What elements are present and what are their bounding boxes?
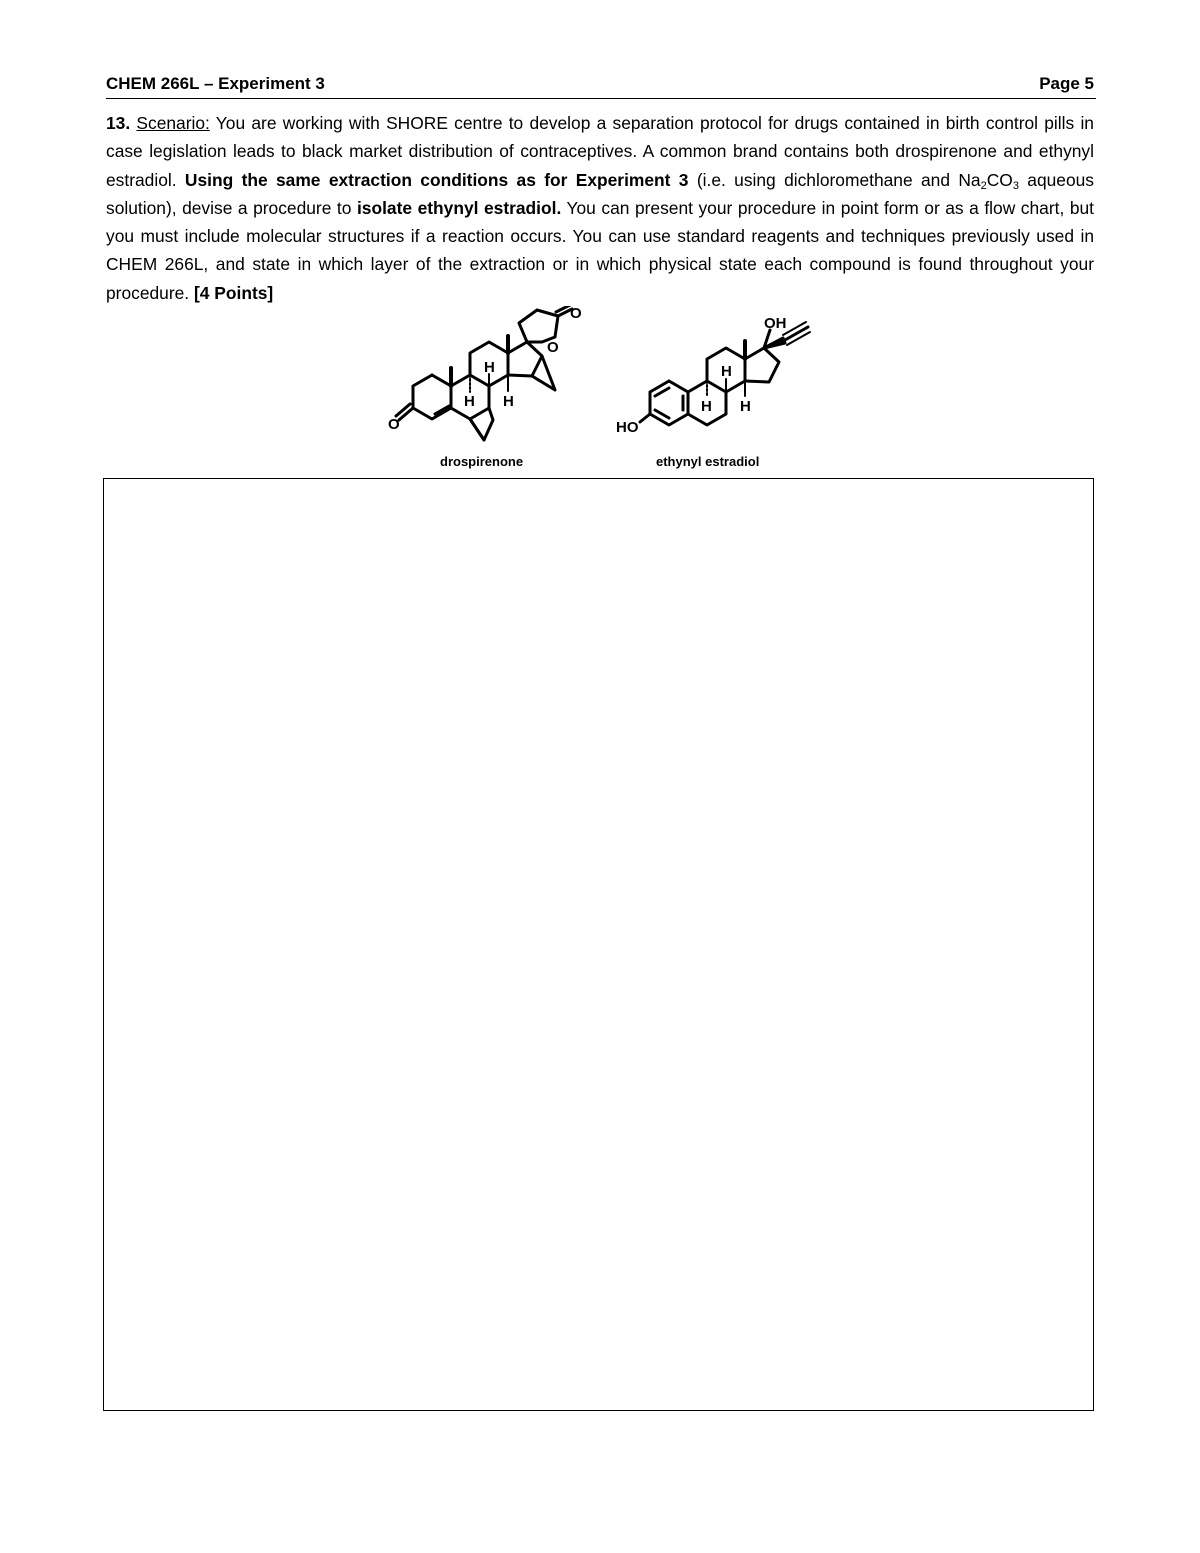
question-text-5: You can present your procedure in point form or as a flow chart, but you must include molecular structures if a reaction occurs. You can use standard reagents and techniques previously used in CHEM 266L, and state in which layer of the extraction or in which physical state each compound is found throughout your procedure. [106,197,1094,303]
drospirenone-ketone-o: O [388,416,400,433]
subscript-3: 3 [1012,179,1019,192]
page-number: Page 5 [1039,74,1094,93]
course-title: CHEM 266L – Experiment 3 [106,74,325,93]
page-header [106,72,1096,99]
drospirenone-h-1: H [484,359,495,376]
question-text-3: CO [986,169,1013,190]
question-text-1: You are working with SHORE centre to develop a separation protocol for drugs contained in birth control pills in case legislation leads to black market distribution of contraceptives. A common brand contains both drospirenone and ethynyl estradiol. [106,113,1094,190]
answer-box[interactable] [103,478,1094,1411]
drospirenone-lactone-carbonyl-o: O [570,306,582,322]
ethynyl-estradiol-h-2: H [701,398,712,415]
ethynyl-estradiol-labels [616,315,787,469]
subscript-2: 2 [980,179,987,192]
question-bold-1: Using the same extraction conditions as for Experiment 3 [184,169,689,190]
ethynyl-estradiol-oh: OH [764,315,787,332]
question-number: 13. [106,113,131,133]
question-text-2: (i.e. using dichloromethane and Na [688,169,981,190]
drospirenone-h-3: H [503,393,514,410]
drospirenone-lactone-ring-o: O [547,339,559,356]
question-text-4: aqueous solution), devise a procedure to [106,169,1095,218]
ethynyl-estradiol-h-3: H [740,398,751,415]
ethynyl-estradiol-caption: ethynyl estradiol [656,454,760,469]
question-13 [106,109,1094,307]
ethynyl-estradiol-h-1: H [721,363,732,380]
scenario-label: Scenario: [136,113,210,133]
molecular-structures [380,306,830,476]
drospirenone-h-2: H [464,393,475,410]
question-bold-2: isolate ethynyl estradiol. [356,197,562,218]
drospirenone-caption: drospirenone [440,454,524,469]
question-points: [4 Points] [193,282,274,303]
structures-svg [380,306,830,476]
ethynyl-estradiol-ho: HO [616,419,639,436]
